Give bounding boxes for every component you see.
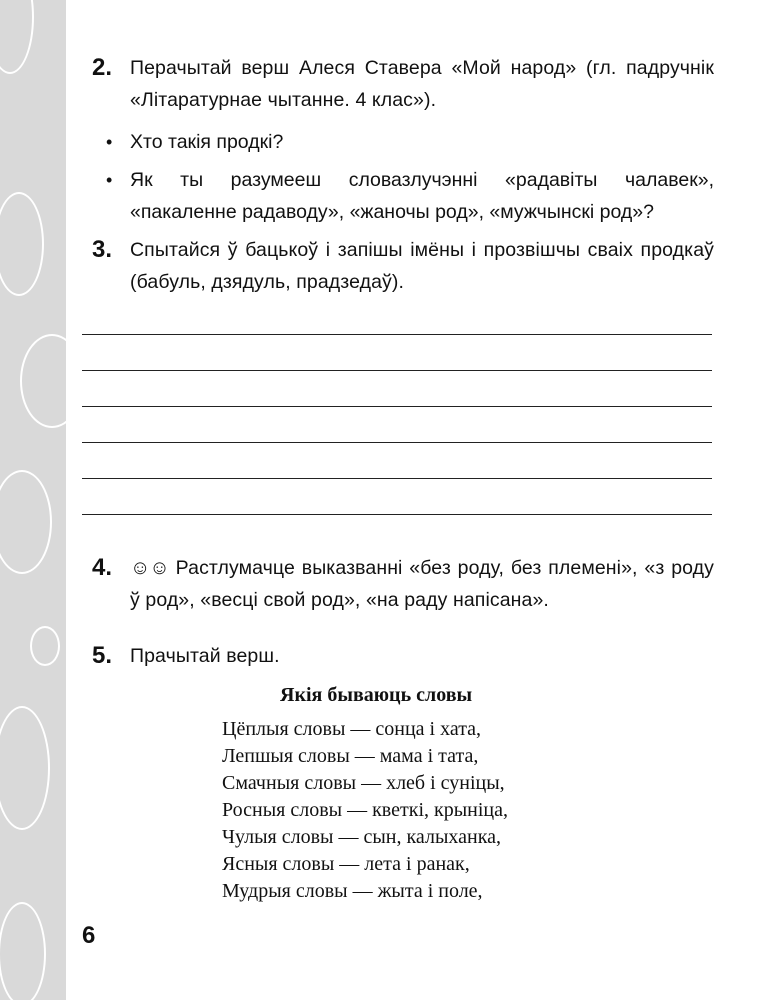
task-text: Прачытай верш. <box>130 645 280 667</box>
task-number: 2. <box>92 54 113 81</box>
poem-line: Цёплыя словы — сонца і хата, <box>222 718 482 740</box>
bubble-decoration <box>0 902 46 1000</box>
bubble-decoration <box>0 470 52 574</box>
task-5 <box>92 640 714 672</box>
answer-line[interactable] <box>82 371 712 407</box>
bullet-item <box>106 164 714 228</box>
task-2 <box>92 52 714 228</box>
bubble-decoration <box>20 334 66 428</box>
task-number: 3. <box>92 236 113 263</box>
bubble-decoration <box>0 0 34 74</box>
task-text: Перачытай верш Алеся Ставера «Мой народ» (гл. падручнік «Літаратурнае чытанне. 4 клас»). <box>130 57 714 111</box>
answer-line[interactable] <box>82 479 712 515</box>
task-text <box>130 552 714 616</box>
task-number: 4. <box>92 554 113 581</box>
task-number: 5. <box>92 642 113 669</box>
poem-line: Ясныя словы — лета і ранак, <box>222 853 470 875</box>
task-4 <box>92 552 714 616</box>
bubble-decoration <box>0 192 44 296</box>
bubble-decoration <box>0 706 50 830</box>
page-number: 6 <box>82 922 96 949</box>
decorative-margin-strip <box>0 0 66 1000</box>
answer-line[interactable] <box>82 443 712 479</box>
bubble-decoration <box>30 626 60 666</box>
task-text-content: Растлумачце выказванні «без роду, без племені», «з роду ў род», «весці свой род», «на раду напісана». <box>130 557 714 611</box>
poem-line: Лепшыя словы — мама і тата, <box>222 745 479 767</box>
task-text: Спытайся ў бацькоў і запішы імёны і прозвішчы сваіх продкаў (бабуль, дзядуль, прадзедаў). <box>130 239 714 293</box>
task-3 <box>92 234 714 298</box>
smile-icon: ☺☺ <box>130 557 169 579</box>
bullet-text: Як ты разумееш словазлучэнні «радавіты чалавек», «пакаленне радаводу», «жаночы род», «мужчынскі род»? <box>130 169 714 223</box>
bullet-item <box>106 126 714 158</box>
poem <box>222 680 642 905</box>
bullet-icon: • <box>106 170 113 190</box>
answer-lines <box>82 334 712 515</box>
poem-line: Мудрыя словы — жыта і поле, <box>222 880 483 902</box>
poem-line: Смачныя словы — хлеб і суніцы, <box>222 772 505 794</box>
answer-line[interactable] <box>82 407 712 443</box>
poem-title: Якія бываюць словы <box>280 684 473 706</box>
poem-line: Росныя словы — кветкі, крыніца, <box>222 799 509 821</box>
bullet-text: Хто такія продкі? <box>130 131 284 153</box>
answer-line[interactable] <box>82 335 712 371</box>
poem-line: Чулыя словы — сын, калыханка, <box>222 826 501 848</box>
bullet-icon: • <box>106 132 113 152</box>
